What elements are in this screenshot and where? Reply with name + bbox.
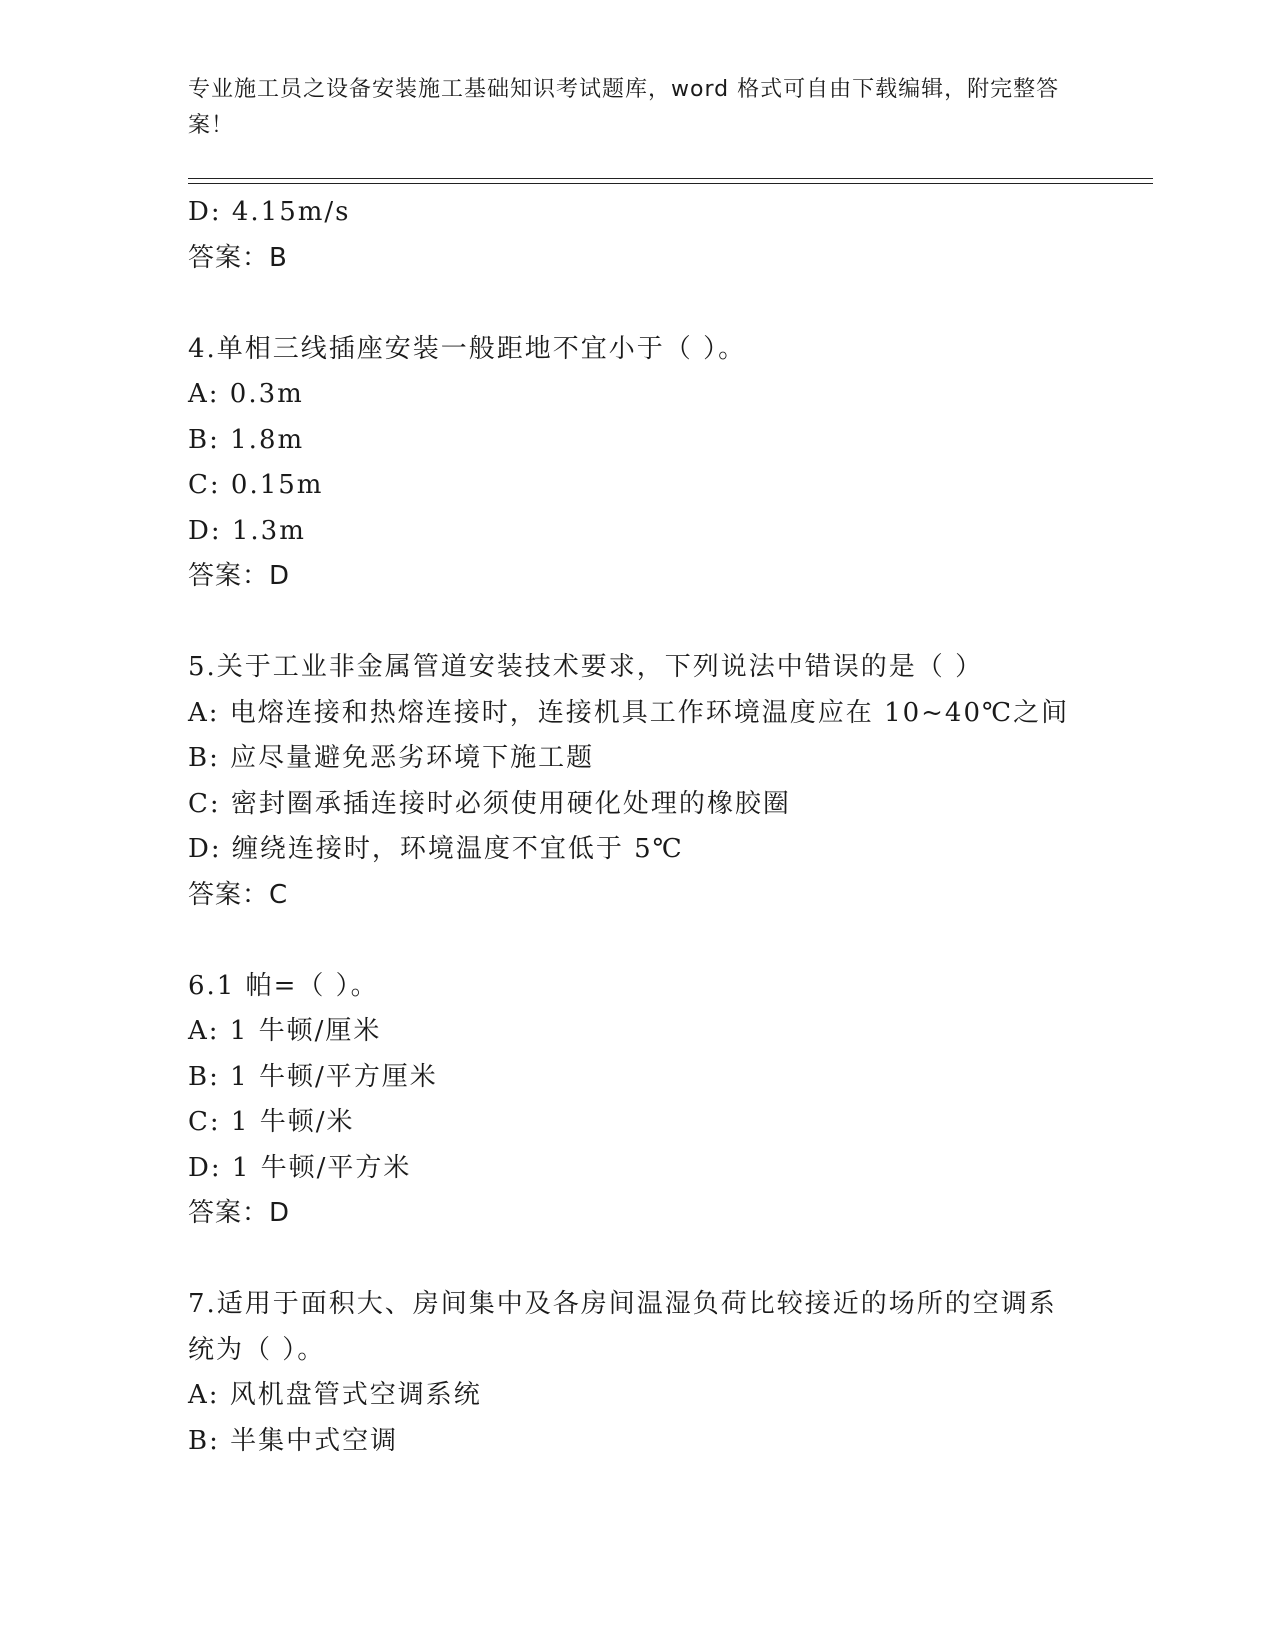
option-a: A: 风机盘管式空调系统	[188, 1380, 482, 1410]
answer-line: 答案：D	[188, 1198, 291, 1228]
spacer	[188, 918, 1153, 964]
option-d: D: 4.15m/s	[188, 197, 351, 227]
question-block	[188, 964, 1153, 1237]
header-title: 专业施工员之设备安装施工基础知识考试题库，word 格式可自由下载编辑，附完整答案！	[188, 77, 1060, 138]
spacer	[188, 281, 1153, 327]
question-text: 7.适用于面积大、房间集中及各房间温湿负荷比较接近的场所的空调系统为（ ）。	[188, 1289, 1057, 1365]
option-c: C: 1 牛顿/米	[188, 1107, 355, 1137]
option-d: D: 1 牛顿/平方米	[188, 1152, 412, 1183]
question-block	[188, 645, 1153, 918]
question-block	[188, 190, 1153, 281]
option-b: B: 应尽量避免恶劣环境下施工题	[188, 743, 595, 773]
option-a: A: 电熔连接和热熔连接时，连接机具工作环境温度应在 10~40℃之间	[188, 697, 1070, 728]
option-d: D: 缠绕连接时，环境温度不宜低于 5℃	[188, 834, 684, 864]
question-list	[188, 190, 1153, 1464]
option-d: D: 1.3m	[188, 515, 306, 546]
question-block	[188, 1282, 1153, 1464]
option-c: C: 密封圈承插连接时必须使用硬化处理的橡胶圈	[188, 788, 791, 819]
option-c: C: 0.15m	[188, 470, 324, 500]
option-b: B: 1.8m	[188, 424, 305, 455]
option-b: B: 1 牛顿/平方厘米	[188, 1061, 438, 1092]
answer-line: 答案：D	[188, 561, 291, 591]
header-rule-top	[188, 178, 1153, 179]
answer-line: 答案：B	[188, 242, 288, 273]
question-text: 6.1 帕=（ ）。	[188, 970, 379, 1001]
question-block	[188, 327, 1153, 600]
option-b: B: 半集中式空调	[188, 1425, 399, 1456]
document-header	[188, 72, 1068, 144]
option-a: A: 0.3m	[188, 379, 304, 409]
spacer	[188, 1237, 1153, 1283]
header-rule-bottom	[188, 183, 1153, 184]
question-text: 5.关于工业非金属管道安装技术要求，下列说法中错误的是（ ）	[188, 652, 984, 682]
option-a: A: 1 牛顿/厘米	[188, 1016, 382, 1046]
question-text: 4.单相三线插座安装一般距地不宜小于（ ）。	[188, 333, 747, 364]
answer-line: 答案：C	[188, 879, 289, 910]
spacer	[188, 600, 1153, 646]
